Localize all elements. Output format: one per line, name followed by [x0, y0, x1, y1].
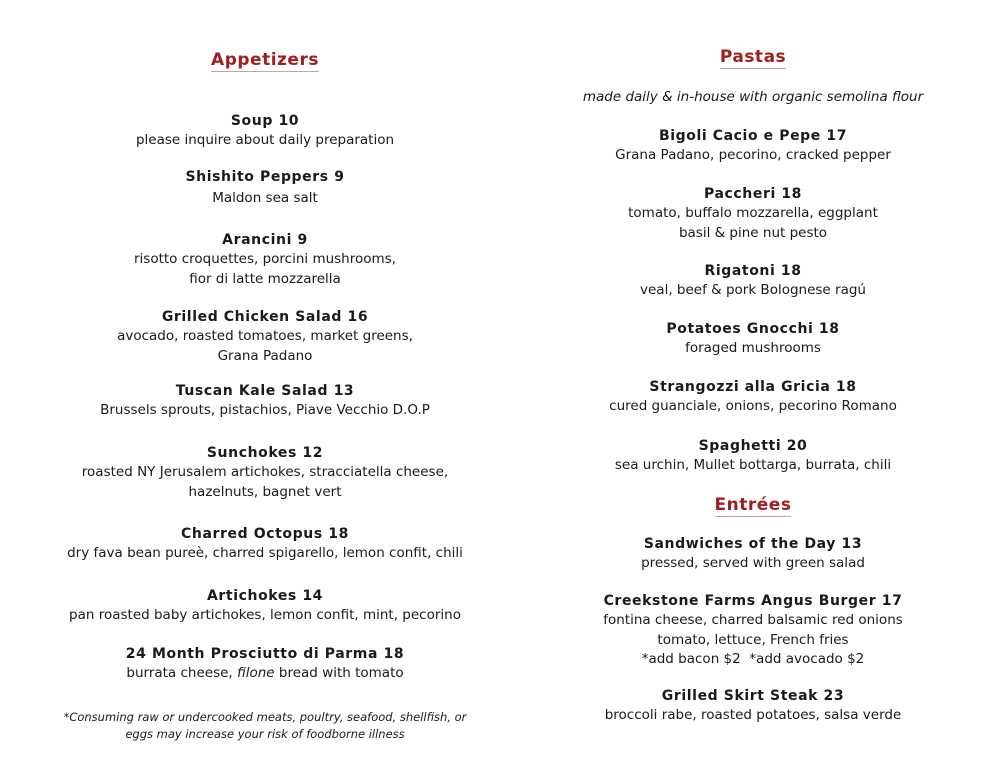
item-name: Grilled Skirt Steak 23: [661, 688, 845, 704]
item-desc: Grana Padano: [217, 347, 313, 364]
item-desc: veal, beef & pork Bolognese ragú: [640, 282, 866, 298]
item-name: Bigoli Cacio e Pepe 17: [658, 128, 848, 144]
menu-item-kale-salad: [30, 381, 500, 421]
item-name: Paccheri 18: [703, 186, 803, 202]
menu-item-paccheri: [510, 184, 996, 243]
menu-item-octopus: [30, 524, 500, 564]
menu-item-sunchokes: [30, 443, 500, 502]
item-desc: roasted NY Jerusalem artichokes, stracciatella cheese,: [81, 464, 449, 480]
item-name: Charred Octopus 18: [181, 526, 349, 542]
item-desc: please inquire about daily preparation: [135, 132, 395, 148]
menu-item-bigoli: [510, 126, 996, 166]
item-desc: sea urchin, Mullet bottarga, burrata, chili: [614, 457, 892, 473]
item-name: Rigatoni 18: [704, 263, 802, 279]
item-desc: fior di latte mozzarella: [189, 270, 341, 287]
item-desc: Brussels sprouts, pistachios, Piave Vecchio D.O.P: [100, 402, 430, 418]
menu-item-spaghetti: [510, 436, 996, 476]
item-desc: pressed, served with green salad: [641, 555, 865, 571]
item-desc: basil & pine nut pesto: [678, 224, 828, 241]
item-name: Potatoes Gnocchi 18: [666, 321, 840, 337]
food-safety-disclaimer: *Consuming raw or undercooked meats, poultry, seafood, shellfish, or eggs may increase your risk of foodborne illness: [63, 710, 467, 741]
menu-item-soup: [30, 111, 500, 151]
item-name: Soup 10: [230, 113, 300, 129]
item-desc: Maldon sea salt: [212, 190, 318, 206]
item-name: Strangozzi alla Gricia 18: [649, 379, 857, 395]
menu-item-skirt-steak: [510, 686, 996, 726]
menu-item-artichokes: [30, 586, 500, 626]
entrees-heading: Entrées: [714, 495, 792, 515]
item-name: Artichokes 14: [206, 588, 324, 604]
item-desc: avocado, roasted tomatoes, market greens,: [117, 328, 413, 344]
item-desc: pan roasted baby artichokes, lemon confit, mint, pecorino: [69, 607, 461, 623]
menu-item-gnocchi: [510, 319, 996, 359]
item-desc: burrata cheese, filone bread with tomato: [126, 665, 404, 681]
item-name: 24 Month Prosciutto di Parma 18: [125, 646, 405, 662]
menu-item-sandwiches: [510, 534, 996, 574]
bread-name: filone: [237, 665, 275, 681]
pastas-tagline: made daily & in-house with organic semolina flour: [582, 89, 924, 105]
item-name: Sandwiches of the Day 13: [643, 536, 863, 552]
item-name: Arancini 9: [222, 232, 308, 248]
pastas-heading: Pastas: [719, 47, 787, 67]
item-desc: Grana Padano, pecorino, cracked pepper: [615, 147, 891, 163]
item-desc: fontina cheese, charred balsamic red onions: [603, 612, 903, 628]
menu-item-arancini: [30, 230, 500, 289]
appetizers-heading: Appetizers: [211, 50, 319, 70]
item-desc: cured guanciale, onions, pecorino Romano: [609, 398, 897, 414]
burger-addons: *add bacon $2 *add avocado $2: [641, 651, 865, 667]
menu-item-shishito: [30, 167, 500, 209]
item-name: Shishito Peppers 9: [185, 169, 345, 185]
item-name: Grilled Chicken Salad 16: [161, 309, 369, 325]
item-desc: broccoli rabe, roasted potatoes, salsa verde: [604, 707, 902, 723]
menu-item-rigatoni: [510, 261, 996, 301]
item-name: Creekstone Farms Angus Burger 17: [603, 593, 903, 609]
menu-item-prosciutto: [30, 644, 500, 684]
item-name: Spaghetti 20: [698, 438, 808, 454]
item-desc: tomato, buffalo mozzarella, eggplant: [628, 205, 878, 221]
item-name: Tuscan Kale Salad 13: [175, 383, 355, 399]
item-desc: dry fava bean pureè, charred spigarello, lemon confit, chili: [67, 545, 463, 561]
item-name: Sunchokes 12: [206, 445, 324, 461]
item-desc: tomato, lettuce, French fries: [657, 631, 849, 648]
menu-item-chicken-salad: [30, 307, 500, 366]
item-desc: foraged mushrooms: [685, 340, 821, 356]
item-desc: risotto croquettes, porcini mushrooms,: [133, 251, 396, 267]
menu-item-strangozzi: [510, 377, 996, 417]
menu-item-burger: [510, 591, 996, 670]
item-desc: hazelnuts, bagnet vert: [188, 483, 342, 500]
